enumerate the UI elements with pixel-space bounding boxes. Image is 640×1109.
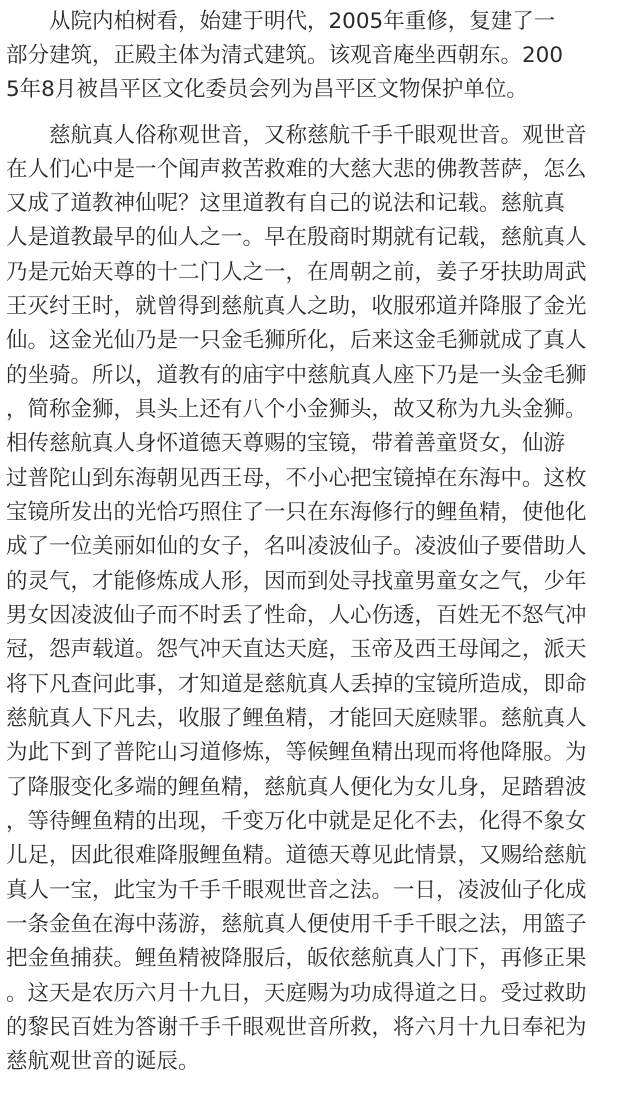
text-line: 慈航观世音的诞辰。 — [6, 1049, 200, 1074]
text-line: 从院内柏树看，始建于明代，2005年重修，复建了一 — [6, 9, 556, 34]
text-line: 部分建筑，正殿主体为清式建筑。该观音庵坐西朝东。200 — [6, 43, 564, 68]
text-line: 将下凡查问此事，才知道是慈航真人丢掉的宝镜所造成，即命 — [6, 672, 587, 697]
text-line: 仙。这金光仙乃是一只金毛狮所化，后来这金毛狮就成了真人 — [6, 328, 587, 353]
text-line: 真人一宝，此宝为千手千眼观世音之法。一日，凌波仙子化成 — [6, 878, 587, 903]
text-line: 慈航真人下凡去，收服了鲤鱼精，才能回天庭赎罪。慈航真人 — [6, 706, 587, 731]
text-line: 成了一位美丽如仙的女子，名叫凌波仙子。凌波仙子要借助人 — [6, 534, 587, 559]
text-line: 相传慈航真人身怀道德天尊赐的宝镜，带着善童贤女，仙游 — [6, 431, 566, 456]
text-line: 男女因凌波仙子而不时丢了性命，人心伤透，百姓无不怒气冲 — [6, 603, 587, 628]
text-line: 又成了道教神仙呢？这里道教有自己的说法和记载。慈航真 — [6, 191, 566, 216]
text-line: 过普陀山到东海朝见西王母，不小心把宝镜掉在东海中。这枚 — [6, 466, 587, 491]
text-line: 慈航真人俗称观世音，又称慈航千手千眼观世音。观世音 — [6, 123, 587, 148]
text-line: 的坐骑。所以，道教有的庙宇中慈航真人座下乃是一头金毛狮 — [6, 363, 587, 388]
text-line: 了降服变化多端的鲤鱼精，慈航真人便化为女儿身，足踏碧波 — [6, 775, 587, 800]
text-line: 一条金鱼在海中荡游，慈航真人便使用千手千眼之法，用篮子 — [6, 912, 587, 937]
text-line: 人是道教最早的仙人之一。早在殷商时期就有记载，慈航真人 — [6, 225, 587, 250]
text-line: 为此下到了普陀山习道修炼，等候鲤鱼精出现而将他降服。为 — [6, 740, 587, 765]
text-line: 。这天是农历六月十九日，天庭赐为功成得道之日。受过救助 — [6, 981, 587, 1006]
text-line: ，简称金狮，具头上还有八个小金狮头，故又称为九头金狮。 — [6, 397, 587, 422]
text-line: 儿足，因此很难降服鲤鱼精。道德天尊见此情景，又赐给慈航 — [6, 843, 587, 868]
text-line: ，等待鲤鱼精的出现，千变万化中就是足化不去，化得不象女 — [6, 809, 587, 834]
text-line: 的黎民百姓为答谢千手千眼观世音所救，将六月十九日奉祀为 — [6, 1015, 587, 1040]
text-line: 在人们心中是一个闻声救苦救难的大慈大悲的佛教菩萨，怎么 — [6, 157, 587, 182]
text-line: 宝镜所发出的光恰巧照住了一只在东海修行的鲤鱼精，使他化 — [6, 500, 587, 525]
text-line: 王灭纣王时，就曾得到慈航真人之助，收服邪道并降服了金光 — [6, 294, 587, 319]
text-line: 的灵气，才能修炼成人形，因而到处寻找童男童女之气，少年 — [6, 569, 587, 594]
text-line: 乃是元始天尊的十二门人之一，在周朝之前，姜子牙扶助周武 — [6, 260, 587, 285]
text-line: 5年8月被昌平区文化委员会列为昌平区文物保护单位。 — [6, 77, 528, 102]
text-line: 把金鱼捕获。鲤鱼精被降服后，皈依慈航真人门下，再修正果 — [6, 946, 587, 971]
text-line: 冠，怨声载道。怨气冲天直达天庭，玉帝及西王母闻之，派天 — [6, 637, 587, 662]
